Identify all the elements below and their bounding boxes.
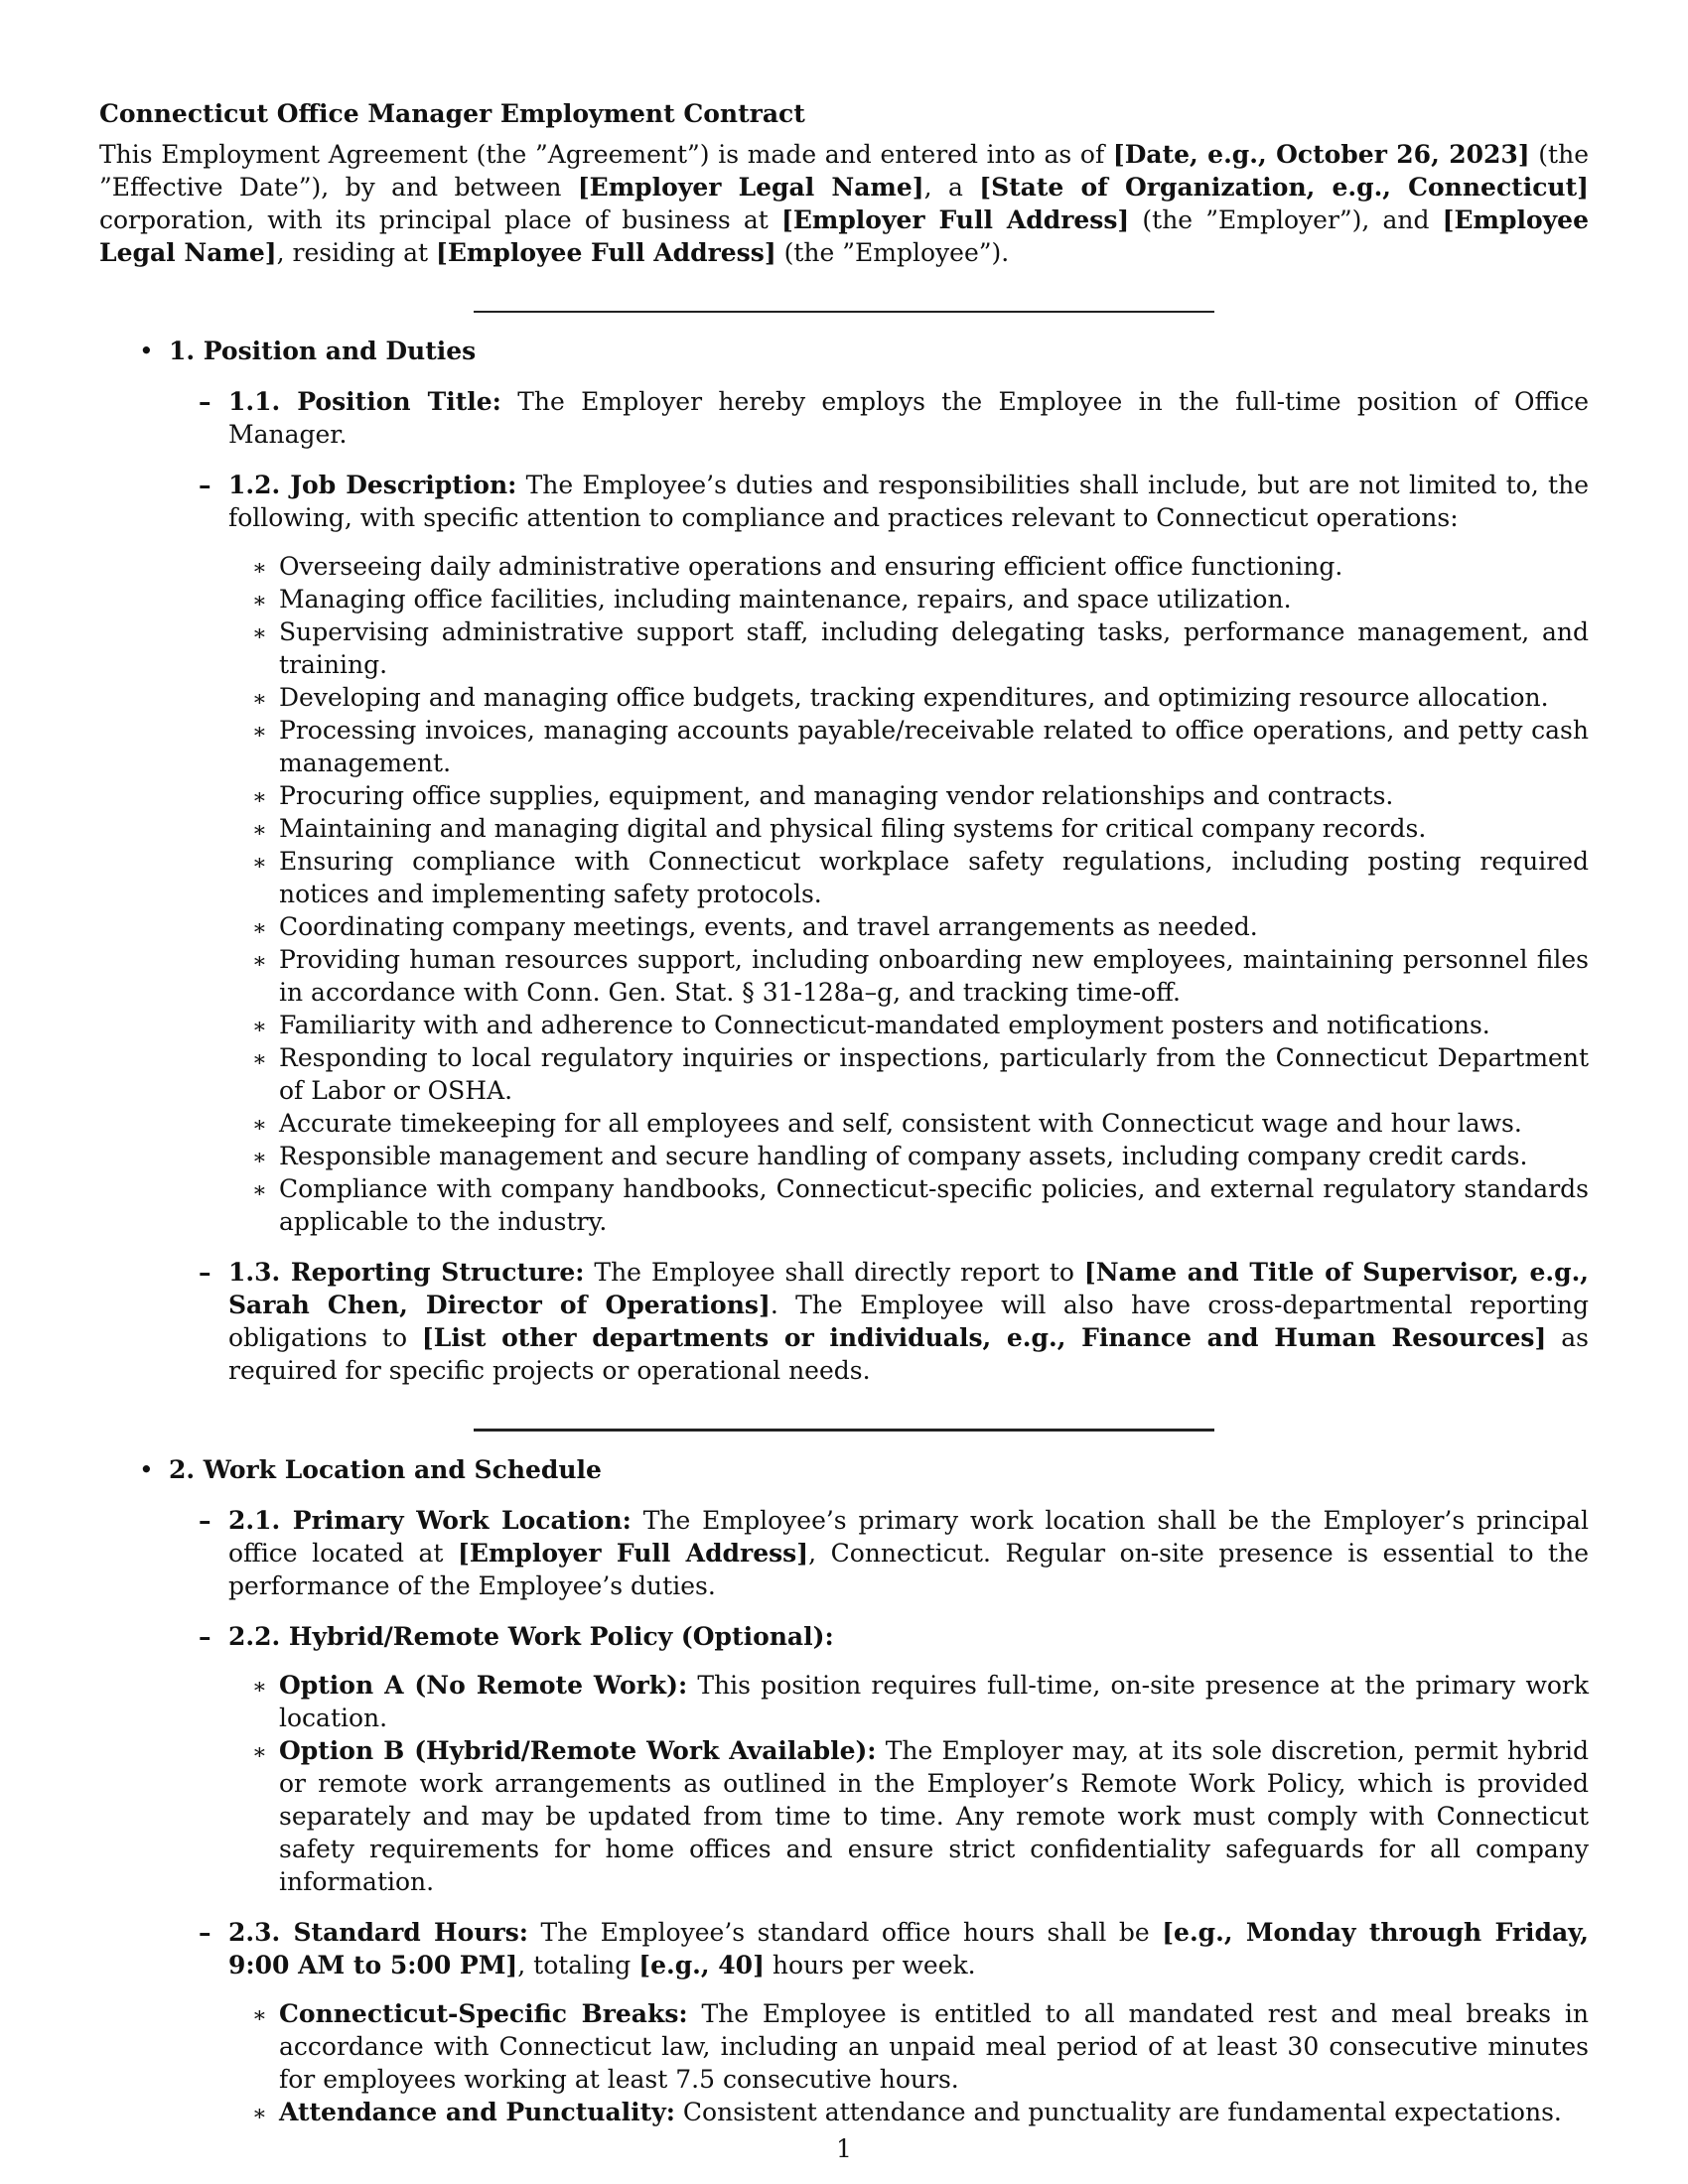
asterisk-bullet-icon: ∗ <box>252 1015 267 1039</box>
page-number: 1 <box>836 2134 852 2163</box>
list-item: ∗ Processing invoices, managing accounts payable/receivable related to office operations, and petty cash management. <box>252 716 1589 777</box>
dash-icon: – <box>199 387 211 416</box>
asterisk-bullet-icon: ∗ <box>252 1740 267 1765</box>
document-title: Connecticut Office Manager Employment Contract <box>99 99 805 128</box>
list-item: ∗ Familiarity with and adherence to Connecticut-mandated employment posters and notifications. <box>228 1009 1589 1041</box>
remote-options-list <box>228 1669 1589 1898</box>
asterisk-bullet-icon: ∗ <box>252 1047 267 1072</box>
list-item: ∗ Option A (No Remote Work): This position requires full-time, on-site presence at the primary work location. <box>252 1671 1589 1732</box>
dash-icon: – <box>199 1918 211 1947</box>
section-heading: 2. Work Location and Schedule <box>169 1455 602 1484</box>
section-divider <box>474 311 1214 313</box>
asterisk-bullet-icon: ∗ <box>252 785 267 810</box>
clause-2-1: – 2.1. Primary Work Location: The Employee’s primary work location shall be the Employer’s principal office located at [Employer Full Address], Connecticut. Regular on-site presence is essential to the performance of the Employee’s duties. <box>199 1506 1589 1600</box>
asterisk-bullet-icon: ∗ <box>252 818 267 843</box>
bullet-icon: • <box>139 1455 154 1484</box>
hours-details-list <box>228 1997 1589 2128</box>
list-item: ∗ Accurate timekeeping for all employees and self, consistent with Connecticut wage and hour laws. <box>228 1107 1589 1140</box>
asterisk-bullet-icon: ∗ <box>252 589 267 614</box>
clause-1-2: – 1.2. Job Description: The Employee’s duties and responsibilities shall include, but are not limited to, the following, with specific attention to compliance and practices relevant to Connecticut operations: ∗ Overseeing daily administrative operations and ensuring efficient office functioning. ∗ Managing office facilities, including maintenance, repairs, and space utilization. ∗ Supervising administrative support staff, including delegating tasks, performance management, and training. ∗ Developing and managing office budgets, tracking expenditures, and optimizing resource allocation. ∗ Processing invoices, managing accounts payable/receivable related to office operations, and petty cash management. ∗ Procuring office supplies, equipment, and managing vendor relationships and contracts. ∗ Maintaining and managing digital and physical filing systems for critical company records. ∗ Ensuring compliance with Connecticut workplace safety regulations, including posting required notices and implementing safety protocols. ∗ Coordinating company meetings, events, and travel arrangements as needed. ∗ Providing human resources support, including onboarding new employees, maintaining personnel files in accordance with Conn. Gen. Stat. § 31-128a–g, and tracking time-off. ∗ Familiarity with and adherence to Connecticut-mandated employment posters and notifications. ∗ Responding to local regulatory inquiries or inspections, particularly from the Connecticut Department of Labor or OSHA. ∗ Accurate timekeeping for all employees and self, consistent with Connecticut wage and hour laws. ∗ Responsible management and secure handling of company assets, including company credit cards. ∗ Compliance with company handbooks, Connecticut-specific policies, and external regulatory standards applicable to the industry. <box>199 471 1589 1236</box>
duties-list <box>228 550 1589 1238</box>
dash-icon: – <box>199 1506 211 1535</box>
list-item: ∗ Attendance and Punctuality: Consistent attendance and punctuality are fundamental expectations. <box>228 2096 1589 2128</box>
document-page <box>99 97 1589 2128</box>
asterisk-bullet-icon: ∗ <box>252 1675 267 1700</box>
asterisk-bullet-icon: ∗ <box>252 621 267 646</box>
list-item: ∗ Procuring office supplies, equipment, and managing vendor relationships and contracts. <box>228 779 1589 812</box>
section-heading: 1. Position and Duties <box>169 337 477 365</box>
section-2 <box>99 1453 1589 2128</box>
list-item: ∗ Compliance with company handbooks, Connecticut-specific policies, and external regulatory standards applicable to the industry. <box>252 1174 1589 1236</box>
list-item: ∗ Ensuring compliance with Connecticut workplace safety regulations, including posting required notices and implementing safety protocols. <box>252 847 1589 908</box>
asterisk-bullet-icon: ∗ <box>252 687 267 712</box>
list-item: ∗ Overseeing daily administrative operations and ensuring efficient office functioning. <box>228 550 1589 583</box>
dash-icon: – <box>199 1258 211 1287</box>
list-item: ∗ Providing human resources support, including onboarding new employees, maintaining personnel files in accordance with Conn. Gen. Stat. § 31-128a–g, and tracking time-off. <box>252 945 1589 1007</box>
asterisk-bullet-icon: ∗ <box>252 2102 267 2126</box>
clause-2-2: – 2.2. Hybrid/Remote Work Policy (Optional): ∗ Option A (No Remote Work): This position requires full-time, on-site presence at the primary work location. ∗ Option B (Hybrid/Remote Work Available): The Employer may, at its sole discretion, permit hybrid or remote work arrangements as outlined in the Employer’s Remote Work Policy, which is provided separately and may be updated from time to time. Any remote work must comply with Connecticut safety requirements for home offices and ensure strict confidentiality safeguards for all company information. <box>199 1622 1589 1896</box>
list-item: ∗ Supervising administrative support staff, including delegating tasks, performance management, and training. <box>252 617 1589 679</box>
list-item: ∗ Responding to local regulatory inquiries or inspections, particularly from the Connecticut Department of Labor or OSHA. <box>252 1043 1589 1105</box>
dash-icon: – <box>199 471 211 499</box>
dash-icon: – <box>199 1622 211 1651</box>
asterisk-bullet-icon: ∗ <box>252 916 267 941</box>
clause-2-3: – 2.3. Standard Hours: The Employee’s standard office hours shall be [e.g., Monday through Friday, 9:00 AM to 5:00 PM], totaling [e.g., 40] hours per week. ∗ Connecticut-Specific Breaks: The Employee is entitled to all mandated rest and meal breaks in accordance with Connecticut law, including an unpaid meal period of at least 30 consecutive minutes for employees working at least 7.5 consecutive hours. ∗ Attendance and Punctuality: Consistent attendance and punctuality are fundamental expectations. <box>99 1916 1589 2128</box>
section-divider <box>474 1429 1214 1432</box>
asterisk-bullet-icon: ∗ <box>252 1146 267 1170</box>
list-item: ∗ Connecticut-Specific Breaks: The Employee is entitled to all mandated rest and meal breaks in accordance with Connecticut law, including an unpaid meal period of at least 30 consecutive minutes for employees working at least 7.5 consecutive hours. <box>252 1999 1589 2094</box>
clause-1-1: – 1.1. Position Title: The Employer hereby employs the Employee in the full-time position of Office Manager. <box>199 387 1590 449</box>
list-item: ∗ Coordinating company meetings, events, and travel arrangements as needed. <box>228 910 1589 943</box>
section-1 <box>99 335 1589 1387</box>
asterisk-bullet-icon: ∗ <box>252 720 267 745</box>
list-item: ∗ Managing office facilities, including maintenance, repairs, and space utilization. <box>228 583 1589 615</box>
intro-paragraph: This Employment Agreement (the ”Agreement”) is made and entered into as of [Date, e.g., October 26, 2023] (the ”Effective Date”), by and between [Employer Legal Name], a [State of Organization, e.g., Connecticut] corporation, with its principal place of business at [Employer Full Address] (the ”Employer”), and [Employee Legal Name], residing at [Employee Full Address] (the ”Employee”). <box>99 140 1589 267</box>
asterisk-bullet-icon: ∗ <box>252 1178 267 1203</box>
list-item: ∗ Option B (Hybrid/Remote Work Available): The Employer may, at its sole discretion, permit hybrid or remote work arrangements as outlined in the Employer’s Remote Work Policy, which is provided separately and may be updated from time to time. Any remote work must comply with Connecticut safety requirements for home offices and ensure strict confidentiality safeguards for all company information. <box>252 1736 1589 1896</box>
list-item: ∗ Responsible management and secure handling of company assets, including company credit cards. <box>228 1140 1589 1172</box>
list-item: ∗ Developing and managing office budgets, tracking expenditures, and optimizing resource allocation. <box>228 681 1589 714</box>
clause-1-3: – 1.3. Reporting Structure: The Employee shall directly report to [Name and Title of Supervisor, e.g., Sarah Chen, Director of Operations]. The Employee will also have cross-departmental reporting obligations to [List other departments or individuals, e.g., Finance and Human Resources] as required for specific projects or operational needs. <box>199 1258 1590 1385</box>
asterisk-bullet-icon: ∗ <box>252 556 267 581</box>
list-item: ∗ Maintaining and managing digital and physical filing systems for critical company records. <box>228 812 1589 845</box>
asterisk-bullet-icon: ∗ <box>252 1113 267 1138</box>
bullet-icon: • <box>139 337 154 365</box>
asterisk-bullet-icon: ∗ <box>252 851 267 876</box>
asterisk-bullet-icon: ∗ <box>252 949 267 974</box>
asterisk-bullet-icon: ∗ <box>252 2003 267 2028</box>
